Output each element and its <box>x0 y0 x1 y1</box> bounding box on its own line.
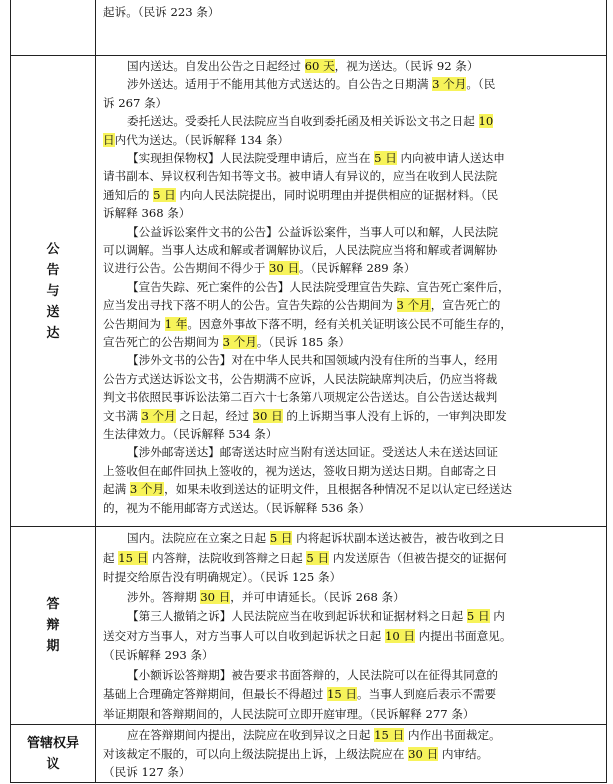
text-segment: 内发送原告（但被告提交的证据何 <box>329 550 507 565</box>
text-segment: 应当发出寻找下落不明人的公告。宣告失踪的公告期间为 <box>103 298 397 313</box>
text-line <box>103 704 475 724</box>
text-line <box>103 762 190 782</box>
highlighted-period: 5 日 <box>153 187 176 202</box>
highlighted-period: 10 日 <box>384 628 415 643</box>
text-segment: 【涉外文书的公告】对在中华人民共和国领域内没有住所的当事人，经用 <box>127 353 499 368</box>
text-line <box>103 498 370 518</box>
text-line <box>103 744 488 764</box>
text-line <box>103 626 511 646</box>
text-segment: 内向人民法院提出，同时说明理由并提供相应的证据材料。（民 <box>175 187 499 202</box>
text-segment: 诉解释 368 条） <box>103 206 191 221</box>
text-segment: 。（民诉解释 289 条） <box>299 261 416 276</box>
text-line <box>127 606 505 626</box>
highlighted-period: 30 日 <box>200 589 231 604</box>
highlighted-period: 30 日 <box>269 261 300 276</box>
highlighted-period: 3 个月 <box>129 482 165 497</box>
text-segment: 【公益诉讼案件文书的公告】公益诉讼案件，当事人可以和解，人民法院 <box>127 224 499 239</box>
text-segment: 内向被申请人送达申 <box>396 151 505 165</box>
row-continuation <box>11 0 606 56</box>
text-segment: 起诉。（民诉 223 条） <box>103 5 220 19</box>
text-segment: 【宣告失踪、死亡案件的公告】人民法院受理宣告失踪、宣告死亡案件后， <box>127 279 510 294</box>
text-line <box>103 93 167 113</box>
highlighted-period: 1 年 <box>164 316 188 331</box>
row-announcement-service <box>11 56 606 527</box>
text-segment: ，宣告死亡的 <box>430 298 501 313</box>
text-segment: 请书副本、异议权利告知书等文书。被申请人有异议的，应当在收到人民法院 <box>103 169 498 184</box>
text-line <box>127 587 405 607</box>
text-line <box>127 350 498 370</box>
row-label-cell <box>11 725 96 783</box>
text-segment: 国内。法院应在立案之日起 <box>127 531 270 545</box>
text-segment: 内审结。 <box>438 746 489 761</box>
text-segment: 对该裁定不服的，可以向上级法院提出上诉，上级法院应在 <box>103 746 409 761</box>
text-segment: 内 <box>489 609 505 623</box>
row-label-cell <box>11 527 96 724</box>
text-segment: 公告方式送达诉讼文书，公告期满不应诉，人民法院缺席判决后，仍应当将裁 <box>103 371 498 386</box>
text-segment: 【小额诉讼答辩期】被告要求书面答辩的，人民法院可以在征得其同意的 <box>127 667 499 682</box>
text-segment: （民诉解释 293 条） <box>103 648 214 662</box>
text-segment: 。（民 <box>466 77 496 92</box>
highlighted-period: 3 个月 <box>141 408 176 423</box>
text-segment: 起 <box>103 550 119 565</box>
text-line <box>127 725 501 745</box>
text-segment: 议进行公告。公告期间不得少于 <box>103 261 269 276</box>
text-line <box>127 528 505 548</box>
text-line <box>103 2 219 22</box>
row-jurisdiction-objection <box>11 725 606 783</box>
text-line <box>103 369 497 389</box>
text-segment: 【实现担保物权】人民法院受理申请后，应当在 <box>127 151 375 165</box>
text-segment: 基础上合理确定答辩期间，但最长不得超过 <box>103 687 327 701</box>
text-line <box>103 424 277 444</box>
text-line <box>103 387 497 407</box>
text-segment: 内答辩，法院收到答辩之日起 <box>148 550 307 565</box>
text-line <box>127 148 505 168</box>
text-line <box>103 203 190 223</box>
row-label-cell <box>11 56 96 526</box>
text-line <box>103 332 350 352</box>
text-segment: 应在答辩期间内提出，法院应在收到异议之日起 <box>127 728 375 742</box>
text-segment: ，视为送达。（民诉 92 条） <box>334 59 479 73</box>
highlighted-period: 15 日 <box>118 550 149 565</box>
text-segment: ，并可申请延长。（民诉 268 条） <box>230 589 405 604</box>
row-label: 管辖权异议 <box>26 736 79 772</box>
text-line <box>103 166 497 186</box>
highlighted-period: 15 日 <box>326 687 358 701</box>
text-line <box>103 240 497 260</box>
text-segment: ，如果未收到送达的证明文件，且根据各种情况不足以认定已经送达 <box>164 482 512 497</box>
text-line <box>127 222 498 242</box>
text-segment: 送交对方当事人，对方当事人可以自收到起诉状之日起 <box>103 628 385 643</box>
text-line <box>127 665 498 685</box>
highlighted-period: 30 日 <box>252 408 283 423</box>
text-segment: 起满 <box>103 482 130 497</box>
text-segment: （民诉 127 条） <box>103 765 191 779</box>
highlighted-period: 日 <box>103 132 115 147</box>
text-segment: 【涉外邮寄送达】邮寄送达时应当附有送达回证。受送达人未在送达回证 <box>127 445 499 460</box>
text-segment: 国内送达。自发出公告之日起经过 <box>127 59 305 73</box>
text-segment: 通知后的 <box>103 187 154 202</box>
text-segment: 文书满 <box>103 408 142 423</box>
text-segment: 之日起，经过 <box>175 408 253 423</box>
row-label: 答辩期 <box>46 597 60 654</box>
text-segment: 判文书依照民事诉讼法第二百六十七条第八项规定公告送达。自公告送达裁判 <box>103 390 498 405</box>
text-line <box>103 548 507 568</box>
text-line <box>103 314 512 334</box>
row-label-cell <box>11 0 96 55</box>
text-segment: 【第三人撤销之诉】人民法院应当在收到起诉状和证据材料之日起 <box>127 609 467 623</box>
text-segment: 涉外送达。适用于不能用其他方式送达的。自公告之日期满 <box>127 77 433 92</box>
highlighted-period: 5 日 <box>374 151 397 165</box>
text-segment: 宣告死亡的公告期间为 <box>103 335 223 349</box>
text-line <box>127 56 479 76</box>
text-segment: 涉外。答辩期 <box>127 589 201 604</box>
text-segment: 。（民诉 185 条） <box>256 335 351 349</box>
text-segment: 内代为送达。（民诉解释 134 条） <box>114 132 290 147</box>
text-line <box>127 277 510 297</box>
text-segment: 诉 267 条） <box>103 95 168 110</box>
text-segment: 内提出书面意见。 <box>414 628 512 643</box>
highlighted-period: 3 个月 <box>222 335 257 349</box>
text-segment: 的，视为不能用邮寄方式送达。（民诉解释 536 条） <box>103 500 371 515</box>
text-line <box>103 479 512 499</box>
text-line <box>103 567 341 587</box>
row-answer-period <box>11 527 606 725</box>
text-segment: 内作出书面裁定。 <box>404 728 501 742</box>
text-segment: 。因意外事故下落不明，经有关机关证明该公民不可能生存的， <box>187 316 512 331</box>
row-label: 公告与送达 <box>46 241 60 341</box>
text-segment: 生法律效力。（民诉解释 534 条） <box>103 427 278 441</box>
text-line <box>103 295 500 315</box>
text-line <box>103 461 497 481</box>
highlighted-period: 3 个月 <box>396 298 431 313</box>
text-line <box>103 185 498 205</box>
text-segment: 内将起诉状副本送达被告，被告收到之日 <box>292 531 505 545</box>
highlighted-period: 5 日 <box>306 550 330 565</box>
text-line <box>127 442 498 462</box>
highlighted-period: 30 日 <box>408 746 439 761</box>
text-line <box>103 130 289 150</box>
text-segment: 上签收但在邮件回执上签收的，视为送达，签收日期为送达日期。自邮寄之日 <box>103 463 498 478</box>
highlighted-period: 5 日 <box>269 531 293 545</box>
text-line <box>103 406 507 426</box>
text-segment: 时提交给原告没有明确规定）。（民诉 125 条） <box>103 570 342 584</box>
text-segment: 。当事人到庭后表示不需要 <box>357 687 497 701</box>
text-line <box>103 645 214 665</box>
highlighted-period: 10 <box>478 114 494 129</box>
text-line <box>127 74 495 94</box>
text-segment: 举证期限和答辩期间的，人民法院可立即开庭审理。（民诉解释 277 条） <box>103 706 475 721</box>
text-segment: 的上诉期当事人没有上诉的，一审判决即发 <box>282 408 507 423</box>
text-segment: 公告期间为 <box>103 316 165 331</box>
highlighted-period: 15 日 <box>374 728 405 742</box>
highlighted-period: 3 个月 <box>432 77 467 92</box>
text-segment: 委托送达。受委托人民法院应当自收到委托函及相关诉讼文书之日起 <box>127 114 479 129</box>
rules-table <box>10 0 607 783</box>
text-line <box>127 111 493 131</box>
text-segment: 可以调解。当事人达成和解或者调解协议后，人民法院应当将和解或者调解协 <box>103 243 498 257</box>
highlighted-period: 60 天 <box>304 59 335 73</box>
text-line <box>103 684 496 704</box>
highlighted-period: 5 日 <box>466 609 490 623</box>
text-line <box>103 258 416 278</box>
